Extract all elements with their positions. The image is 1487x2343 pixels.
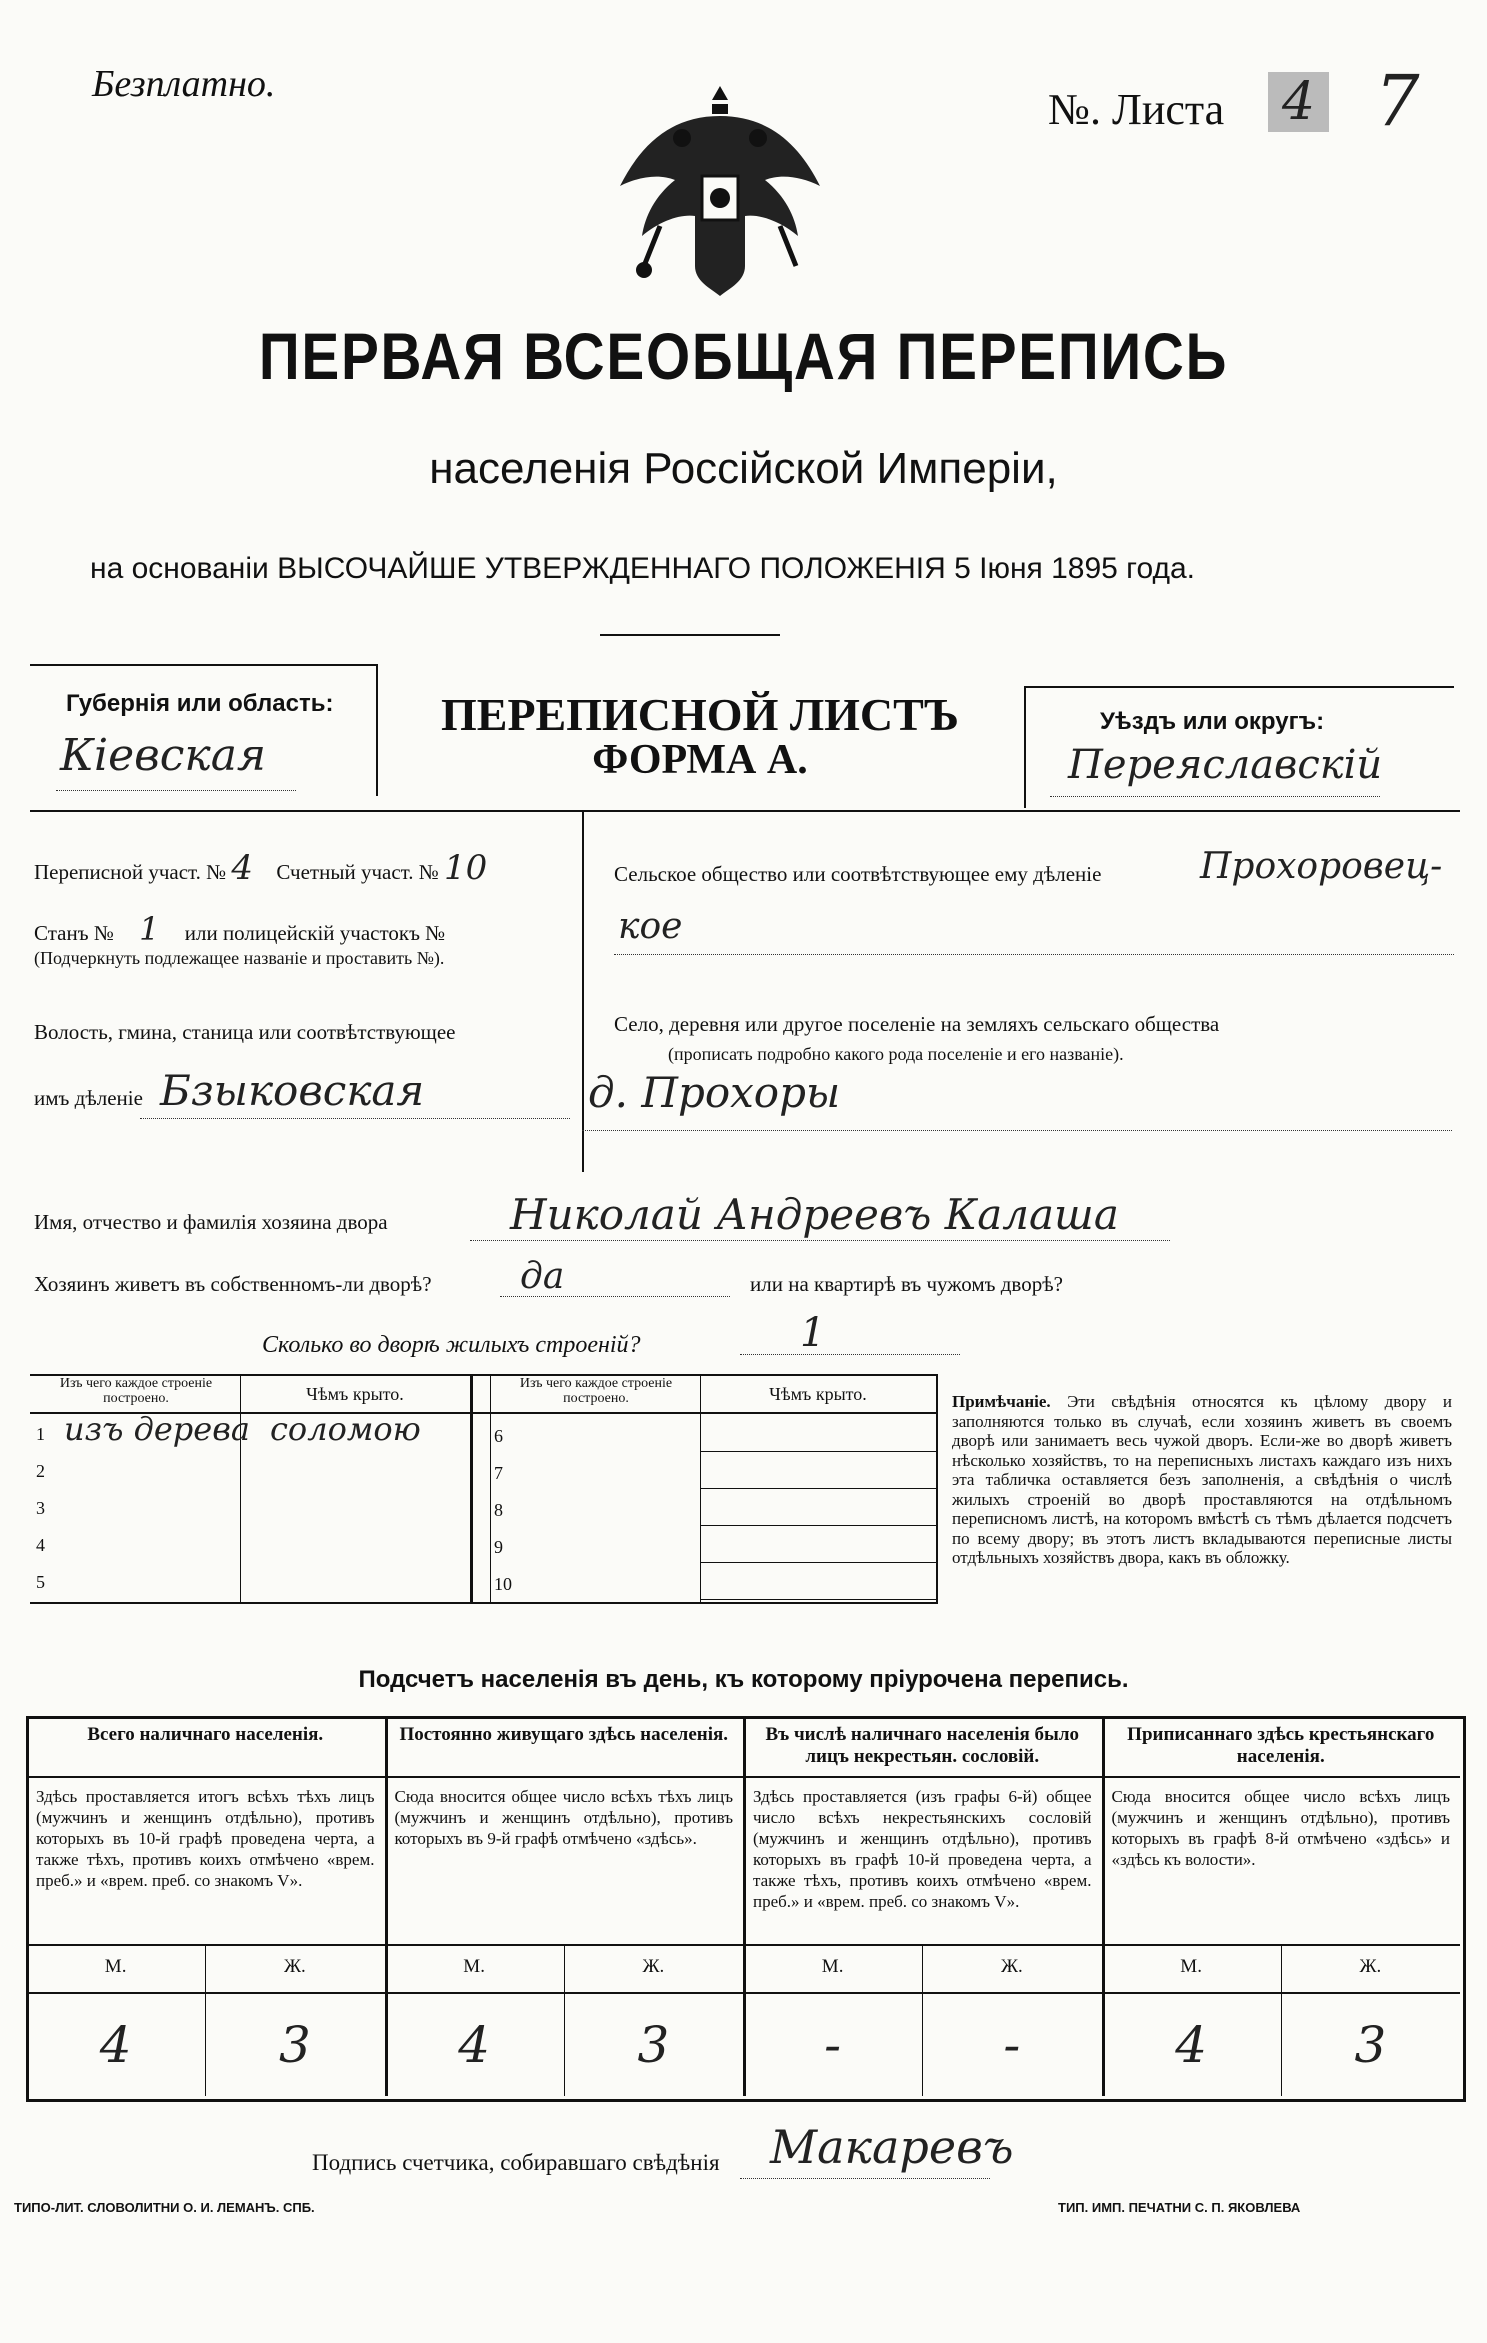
- buildings-col-line-1: [240, 1374, 241, 1602]
- male-count: -: [824, 2016, 842, 2074]
- rent-label: или на квартирѣ въ чужомъ дворѣ?: [750, 1272, 1063, 1296]
- roof-header-left: Чѣмъ крыто.: [306, 1384, 404, 1404]
- owner-name-underline: [470, 1240, 1170, 1241]
- buildings-col-line-2: [490, 1374, 491, 1602]
- census-section-label: Переписной участ. №: [34, 860, 227, 884]
- male-count: 4: [99, 2016, 132, 2074]
- province-underline: [56, 790, 296, 791]
- buildings-value: 1: [800, 1310, 826, 1356]
- building-row-number: 6: [494, 1426, 503, 1446]
- underline-note: (Подчеркнуть подлежащее названіе и проставить №).: [34, 948, 445, 968]
- district-value: Переяславскій: [1068, 742, 1383, 788]
- building-row-line: [700, 1562, 936, 1563]
- count-section-value: 10: [444, 848, 488, 888]
- female-count: 3: [637, 2016, 670, 2074]
- signature-underline: [740, 2178, 990, 2179]
- building-row-line: [700, 1599, 936, 1600]
- district-label: Уѣздъ или округъ:: [1100, 708, 1325, 735]
- form-subtitle: ФОРМА А.: [592, 737, 808, 783]
- female-count: 3: [278, 2016, 311, 2074]
- roof-header-right: Чѣмъ крыто.: [769, 1384, 867, 1404]
- volost-label-2: имъ дѣленіе: [34, 1086, 143, 1110]
- volost-underline: [140, 1118, 570, 1119]
- note-block: [952, 1392, 1452, 1568]
- female-label: Ж.: [1000, 1956, 1023, 1977]
- population-col-header: Приписаннаго здѣсь крестьянскаго населенія.: [1127, 1724, 1435, 1767]
- sheet-number-value: 4: [1268, 72, 1329, 132]
- census-section-field: [34, 848, 487, 888]
- basis-line: на основаніи ВЫСОЧАЙШЕ УТВЕРЖДЕННАГО ПОЛОЖЕНІЯ 5 Іюня 1895 года.: [90, 552, 1196, 585]
- village-value: д. Прохоры: [588, 1068, 841, 1117]
- buildings-label: Сколько во дворѣ жилыхъ строеній?: [262, 1332, 641, 1358]
- count-section-label: Счетный участ. №: [276, 860, 439, 884]
- female-count: -: [1003, 2016, 1021, 2074]
- province-value: Кіевская: [60, 730, 267, 781]
- note-text: Эти свѣдѣнія относятся къ цѣлому двору и заполняются только въ случаѣ, если хозяинъ живетъ въ своемъ дворѣ или занимаетъ весь чужой дворъ. Если-же во дворѣ живетъ нѣсколько хозяйствъ, то на переписныхъ листахъ каждаго изъ нихъ эта табличка оставляется безъ заполненія, а свѣдѣнія о числѣ жилыхъ строеній во дворѣ проставляются на отдѣльномъ переписномъ листѣ, на которомъ вмѣстѣ съ тѣмъ дѣлается подсчетъ по всему двору; въ этотъ листъ вкладываются переписные листы отдѣльныхъ хозяйствъ двора, какъ въ обложку.: [952, 1392, 1452, 1567]
- building-row-line: [700, 1451, 936, 1452]
- female-label: Ж.: [1359, 1956, 1382, 1977]
- owner-name-label: Имя, отчество и фамилія хозяина двора: [34, 1210, 388, 1234]
- buildings-underline: [740, 1354, 960, 1355]
- owner-name-value: Николай Андреевъ Калаша: [510, 1190, 1119, 1239]
- header-divider: [30, 810, 1460, 812]
- note-label: Примѣчаніе.: [952, 1392, 1051, 1411]
- center-divider: [582, 812, 584, 1172]
- own-yard-value: да: [520, 1256, 565, 1297]
- village-note: (прописать подробно какого рода поселеніе и его названіе).: [668, 1044, 1124, 1064]
- building-row-number: 3: [36, 1498, 45, 1518]
- double-eagle-emblem-icon: [600, 76, 840, 306]
- society-label: Сельское общество или соотвѣтствующее ему дѣленіе: [614, 862, 1102, 886]
- village-label: Село, деревня или другое поселеніе на земляхъ сельскаго общества: [614, 1012, 1220, 1036]
- building-row-number: 7: [494, 1463, 503, 1483]
- male-label: М.: [104, 1956, 127, 1977]
- village-underline: [582, 1130, 1452, 1131]
- building-row-number: 2: [36, 1461, 45, 1481]
- population-col-header: Постоянно живущаго здѣсь населенія.: [399, 1724, 729, 1745]
- police-label: или полицейскій участокъ №: [184, 921, 446, 945]
- district-underline: [1050, 796, 1380, 797]
- own-yard-underline: [500, 1296, 730, 1297]
- volost-label: Волость, гмина, станица или соотвѣтствующее: [34, 1020, 456, 1044]
- form-title: ПЕРЕПИСНОЙ ЛИСТЪ: [440, 689, 960, 740]
- society-underline: [614, 954, 1454, 955]
- page-subtitle: населенія Россійской Имперіи,: [429, 444, 1058, 493]
- population-col-desc: Здѣсь проставляется (изъ графы 6-й) общее число всѣхъ некрестьянскихъ сословій (мужчинъ и женщинъ отдѣльно), противъ которыхъ въ графѣ 10-й проведена черта, а также тѣхъ, противъ коихъ отмѣчено «врем. преб.» и «врем. преб. со знакомъ V».: [753, 1787, 1092, 1911]
- volost-value: Бзыковская: [160, 1066, 425, 1115]
- signature-value: Макаревъ: [770, 2120, 1014, 2174]
- material-header-left: Изъ чего каждое строеніе построено.: [59, 1376, 213, 1406]
- signature-label: Подпись счетчика, собиравшаго свѣдѣнія: [312, 2150, 720, 2175]
- census-section-value: 4: [231, 848, 254, 888]
- society-value-2: кое: [618, 906, 683, 947]
- stan-field: [34, 910, 445, 948]
- building-row-number: 4: [36, 1535, 45, 1555]
- printer-left: ТИПО-ЛИТ. СЛОВОЛИТНИ О. И. ЛЕМАНЪ. СПБ.: [14, 2200, 315, 2215]
- buildings-mid-line: [470, 1374, 473, 1602]
- population-col-header: Въ числѣ наличнаго населенія было лицъ некрестьян. сословій.: [765, 1724, 1080, 1767]
- own-yard-label: Хозяинъ живетъ въ собственномъ-ли дворѣ?: [34, 1272, 432, 1296]
- population-title: Подсчетъ населенія въ день, къ которому пріурочена перепись.: [358, 1666, 1129, 1693]
- building-row-number: 1: [36, 1424, 45, 1444]
- male-label: М.: [463, 1956, 485, 1977]
- buildings-table: [30, 1374, 938, 1604]
- sheet-number-label: №. Листа: [1048, 85, 1225, 134]
- building-material: изъ дерева: [64, 1410, 250, 1448]
- population-col-desc: Сюда вносится общее число всѣхъ тѣхъ лицъ (мужчинъ и женщинъ отдѣльно), противъ которыхъ въ 9-й графѣ отмѣчено «здѣсь».: [394, 1787, 733, 1848]
- society-value: Прохоровец-: [1200, 846, 1443, 887]
- building-row-number: 8: [494, 1500, 503, 1520]
- building-roof: соломою: [270, 1410, 421, 1448]
- building-row-line: [700, 1525, 936, 1526]
- ornament-divider: [600, 634, 780, 636]
- stan-label: Станъ №: [34, 921, 114, 945]
- material-header-right: Изъ чего каждое строеніе построено.: [519, 1376, 673, 1406]
- population-col-header: Всего наличнаго населенія.: [87, 1724, 324, 1745]
- printer-right: ТИП. ИМП. ПЕЧАТНИ С. П. ЯКОВЛЕВА: [1058, 2200, 1301, 2215]
- male-label: М.: [1180, 1956, 1202, 1977]
- female-label: Ж.: [642, 1956, 665, 1977]
- building-row-line: [700, 1488, 936, 1489]
- building-row-number: 10: [494, 1574, 512, 1594]
- female-label: Ж.: [283, 1956, 306, 1977]
- free-label: Безплатно.: [92, 63, 276, 105]
- male-label: М.: [821, 1956, 844, 1977]
- sheet-mark: 7: [1375, 60, 1420, 142]
- stan-value: 1: [139, 910, 160, 948]
- male-count: 4: [1175, 2016, 1208, 2074]
- building-row-number: 9: [494, 1537, 503, 1557]
- page-title: ПЕРВАЯ ВСЕОБЩАЯ ПЕРЕПИСЬ: [258, 319, 1229, 393]
- population-col-desc: Здѣсь проставляется итогъ всѣхъ тѣхъ лицъ (мужчинъ и женщинъ отдѣльно), противъ которыхъ въ 10-й графѣ проведена черта, а также тѣхъ, противъ коихъ отмѣчено «врем. преб.» и «врем. преб. со знакомъ V».: [36, 1787, 375, 1890]
- province-label: Губернія или область:: [66, 690, 334, 717]
- building-row-number: 5: [36, 1572, 45, 1592]
- female-count: 3: [1354, 2016, 1387, 2074]
- population-col-desc: Сюда вносится общее число всѣхъ лицъ (мужчинъ и женщинъ отдѣльно), противъ которыхъ въ графѣ 8-й отмѣчено «здѣсь» и «здѣсь къ волости».: [1111, 1787, 1450, 1869]
- male-count: 4: [458, 2016, 491, 2074]
